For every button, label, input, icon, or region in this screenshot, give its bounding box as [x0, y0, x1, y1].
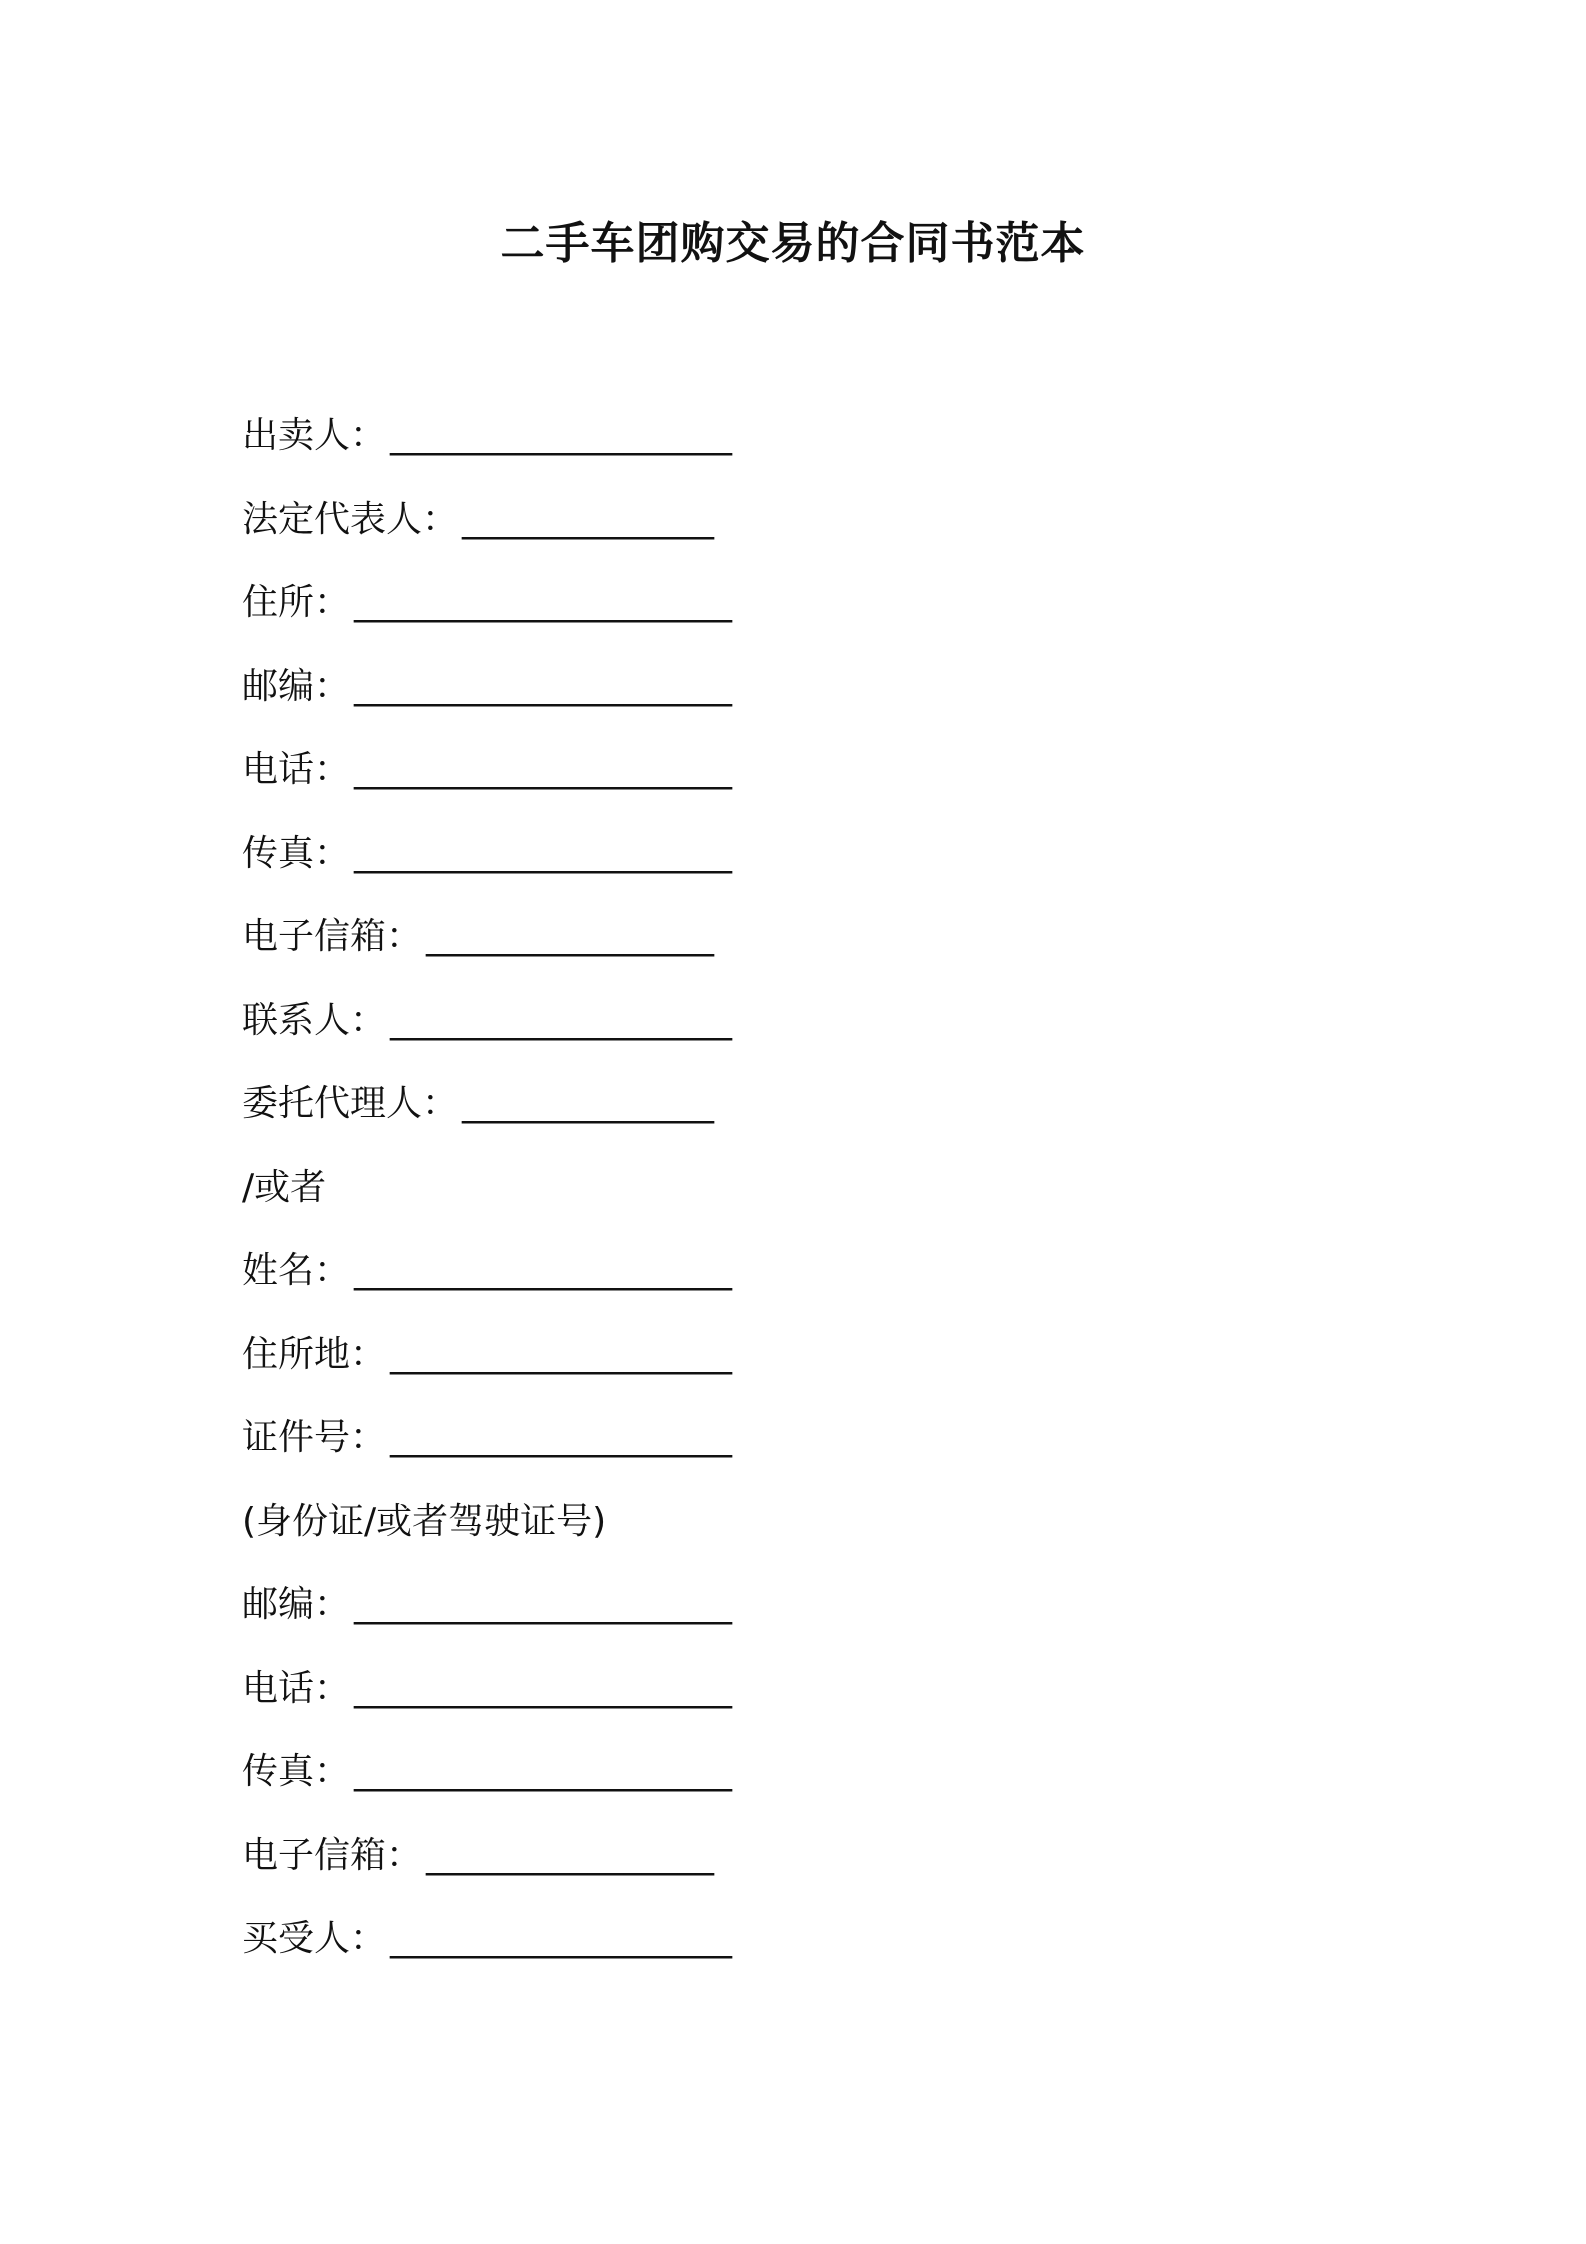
field-blank: ___________________	[390, 1417, 733, 1458]
field-label: 传真：	[242, 1751, 351, 1792]
field-label: 电子信箱：	[242, 916, 423, 957]
document-title: 二手车团购交易的合同书范本	[500, 218, 1086, 269]
field-label: 住所地：	[242, 1333, 387, 1375]
field-blank: _____________________	[354, 1751, 733, 1792]
field-postcode	[242, 659, 1142, 743]
field-blank: ______________	[462, 1083, 715, 1124]
field-label: 证件号：	[242, 1417, 387, 1458]
field-blank: ________________	[426, 916, 715, 957]
field-legal-representative	[242, 492, 1142, 576]
field-label: 买受人：	[242, 1918, 387, 1959]
field-email	[242, 909, 1142, 993]
field-label: 出卖人：	[242, 415, 387, 456]
field-blank: _____________________	[354, 665, 733, 707]
field-blank: ___________________	[390, 415, 733, 456]
field-residence	[242, 575, 1142, 659]
field-label: 委托代理人：	[242, 1083, 459, 1124]
field-label: 住所：	[242, 582, 351, 623]
field-blank: ______________	[462, 498, 715, 540]
field-blank: _____________________	[354, 1250, 733, 1291]
field-id-type-note	[242, 1494, 1142, 1578]
field-phone-2	[242, 1661, 1142, 1745]
field-or-note	[242, 1160, 1142, 1244]
field-blank: _____________________	[354, 1584, 733, 1625]
field-name	[242, 1243, 1142, 1327]
field-buyer	[242, 1911, 1142, 1995]
field-contact-person	[242, 993, 1142, 1077]
field-label: 姓名：	[242, 1250, 351, 1291]
field-blank: _____________________	[354, 832, 733, 874]
field-address	[242, 1327, 1142, 1411]
field-label: 电子信箱：	[242, 1834, 423, 1876]
field-seller	[242, 408, 1142, 492]
field-fax	[242, 826, 1142, 910]
field-blank: ___________________	[390, 1918, 733, 1959]
field-blank: ___________________	[390, 1333, 733, 1375]
field-blank: _____________________	[354, 582, 733, 623]
field-email-2	[242, 1828, 1142, 1912]
field-label: 邮编：	[242, 1584, 351, 1625]
field-id-number	[242, 1410, 1142, 1494]
field-phone	[242, 742, 1142, 826]
party-info-fields	[242, 408, 1142, 1995]
field-fax-2	[242, 1744, 1142, 1828]
field-label: 电话：	[242, 749, 351, 790]
field-label: (身份证/或者驾驶证号)	[242, 1500, 607, 1542]
field-label: 法定代表人：	[242, 498, 459, 540]
field-blank: ___________________	[390, 999, 733, 1041]
field-postcode-2	[242, 1577, 1142, 1661]
field-label: 联系人：	[242, 999, 387, 1041]
field-blank: _____________________	[354, 1667, 733, 1709]
field-blank: ________________	[426, 1834, 715, 1876]
field-authorized-agent	[242, 1076, 1142, 1160]
field-label: /或者	[242, 1166, 327, 1208]
field-label: 传真：	[242, 832, 351, 874]
field-blank: _____________________	[354, 749, 733, 790]
field-label: 电话：	[242, 1667, 351, 1709]
field-label: 邮编：	[242, 665, 351, 707]
